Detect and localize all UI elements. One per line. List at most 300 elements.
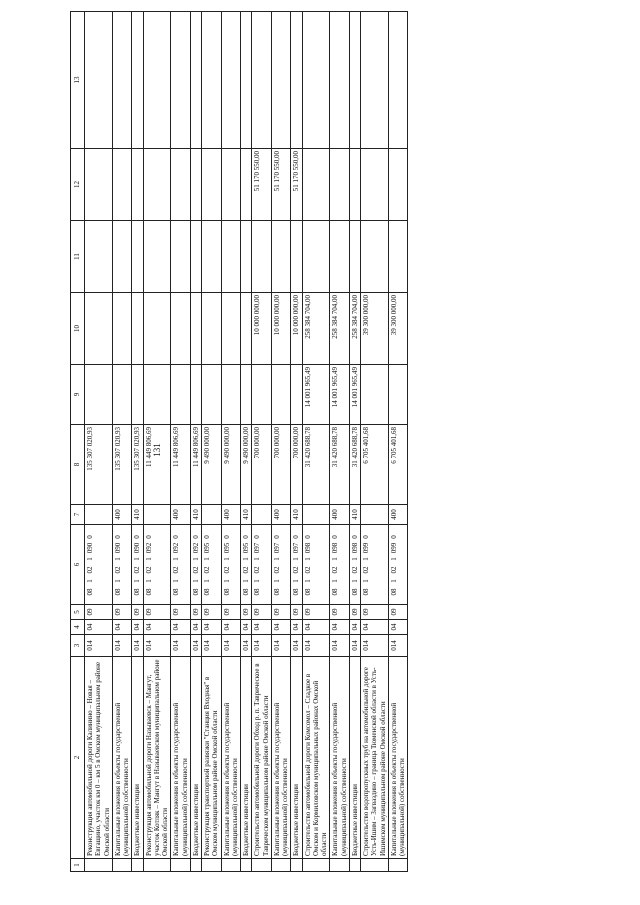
cell-col10: 39 300 000,00 <box>361 293 389 365</box>
cell-col9 <box>361 365 389 425</box>
target-article-part: 1 <box>172 557 181 561</box>
cell-expense-type <box>361 505 389 525</box>
cell-grbs: 014 <box>291 635 302 657</box>
cell-col8: 135 307 020,93 <box>132 425 143 505</box>
target-article-part: 1 <box>113 579 122 583</box>
cell-col10: 258 384 704,00 <box>330 293 350 365</box>
cell-col12 <box>330 149 350 221</box>
target-article-part: 08 <box>362 588 370 596</box>
cell-col13 <box>302 12 330 149</box>
page-number: 131 <box>152 443 162 457</box>
cell-expense-type: 410 <box>190 505 201 525</box>
target-article-part: 1 <box>191 557 200 561</box>
cell-col9 <box>190 365 201 425</box>
cell-col10 <box>171 293 191 365</box>
target-article-part: 1 <box>389 579 398 583</box>
target-article-part: 1 <box>133 557 142 561</box>
cell-col11 <box>252 221 272 293</box>
target-article-part: 090 <box>86 542 94 554</box>
cell-col11 <box>330 221 350 293</box>
target-article-part: 02 <box>303 566 312 574</box>
target-article-part: 1 <box>144 579 153 583</box>
cell-name: Строительство автомобильной дороги Комсомол – Сладкое в Омском и Кормиловском муниципальных районах Омской области <box>302 657 330 859</box>
cell-section: 04 <box>221 620 241 635</box>
cell-col12 <box>302 149 330 221</box>
target-article-part: 0 <box>292 535 301 539</box>
cell-col12 <box>202 149 222 221</box>
cell-col8: 31 420 688,78 <box>349 425 360 505</box>
cell-col1 <box>388 859 408 872</box>
target-article-part: 1 <box>350 579 359 583</box>
cell-col11 <box>349 221 360 293</box>
cell-col13 <box>361 12 389 149</box>
cell-col12 <box>132 149 143 221</box>
cell-target-article <box>112 525 132 605</box>
budget-table <box>70 11 408 872</box>
cell-name: Реконструкция транспортной развязки "Станция Входная" в Омском муниципальном районе Омской области <box>202 657 222 859</box>
cell-col12 <box>388 149 408 221</box>
target-article-part: 1 <box>253 557 262 561</box>
cell-target-article <box>85 525 113 605</box>
cell-expense-type <box>143 505 171 525</box>
target-article-part: 02 <box>272 566 281 574</box>
cell-col1 <box>171 859 191 872</box>
cell-col1 <box>302 859 330 872</box>
cell-name: Бюджетные инвестиции <box>190 657 201 859</box>
target-article-part: 1 <box>86 557 94 561</box>
target-article-part: 092 <box>172 542 181 554</box>
cell-name: Капитальные вложения в объекты государственной (муниципальной) собственности <box>112 657 132 859</box>
cell-section: 04 <box>241 620 252 635</box>
target-article-part: 0 <box>331 535 340 539</box>
cell-target-article <box>349 525 360 605</box>
cell-name: Бюджетные инвестиции <box>291 657 302 859</box>
table-row <box>221 12 241 872</box>
cell-name: Капитальные вложения в объекты государственной (муниципальной) собственности <box>388 657 408 859</box>
cell-col11 <box>143 221 171 293</box>
column-number-1: 1 <box>71 859 85 872</box>
column-number-13: 13 <box>71 12 85 149</box>
cell-subsection: 09 <box>112 605 132 620</box>
cell-col10 <box>85 293 113 365</box>
cell-col9 <box>171 365 191 425</box>
cell-col8: 31 420 688,78 <box>330 425 350 505</box>
cell-grbs: 014 <box>202 635 222 657</box>
cell-name: Бюджетные инвестиции <box>349 657 360 859</box>
cell-grbs: 014 <box>85 635 113 657</box>
cell-col9: 14 001 965,49 <box>330 365 350 425</box>
target-article-part: 02 <box>331 566 340 574</box>
target-article-part: 02 <box>242 566 250 574</box>
target-article-part: 090 <box>133 542 142 554</box>
cell-expense-type <box>252 505 272 525</box>
cell-col10 <box>190 293 201 365</box>
cell-col9 <box>252 365 272 425</box>
cell-subsection: 09 <box>302 605 330 620</box>
table-row <box>85 12 113 872</box>
cell-subsection: 09 <box>241 605 252 620</box>
table-body <box>71 12 408 872</box>
target-article-part: 1 <box>303 557 312 561</box>
cell-col1 <box>132 859 143 872</box>
cell-section: 04 <box>252 620 272 635</box>
cell-col12 <box>190 149 201 221</box>
target-article-part: 095 <box>203 542 211 554</box>
cell-col12 <box>171 149 191 221</box>
target-article-part: 02 <box>222 566 231 574</box>
cell-col13 <box>190 12 201 149</box>
target-article-part: 0 <box>113 535 122 539</box>
cell-name: Бюджетные инвестиции <box>241 657 252 859</box>
target-article-part: 098 <box>331 542 340 554</box>
cell-expense-type: 410 <box>132 505 143 525</box>
cell-col8: 11 449 806,69 <box>171 425 191 505</box>
cell-col11 <box>132 221 143 293</box>
cell-col9 <box>221 365 241 425</box>
cell-expense-type: 400 <box>330 505 350 525</box>
cell-target-article <box>330 525 350 605</box>
cell-section: 04 <box>190 620 201 635</box>
cell-expense-type: 400 <box>388 505 408 525</box>
cell-col1 <box>271 859 291 872</box>
cell-col10 <box>132 293 143 365</box>
target-article-part: 08 <box>203 588 211 596</box>
cell-col13 <box>112 12 132 149</box>
cell-col9 <box>271 365 291 425</box>
target-article-part: 08 <box>222 588 231 596</box>
target-article-part: 0 <box>222 535 231 539</box>
cell-subsection: 09 <box>85 605 113 620</box>
table-row <box>112 12 132 872</box>
cell-col8: 11 449 806,69 <box>143 425 171 505</box>
cell-col12 <box>221 149 241 221</box>
cell-subsection: 09 <box>291 605 302 620</box>
target-article-part: 1 <box>113 557 122 561</box>
cell-col10 <box>221 293 241 365</box>
target-article-part: 099 <box>389 542 398 554</box>
cell-col11 <box>361 221 389 293</box>
table-row <box>361 12 389 872</box>
cell-col13 <box>171 12 191 149</box>
cell-col9 <box>291 365 302 425</box>
cell-target-article <box>241 525 252 605</box>
target-article-part: 098 <box>303 542 312 554</box>
cell-grbs: 014 <box>330 635 350 657</box>
target-article-part: 1 <box>133 579 142 583</box>
cell-grbs: 014 <box>241 635 252 657</box>
cell-target-article <box>271 525 291 605</box>
column-number-6: 6 <box>71 525 85 605</box>
target-article-part: 02 <box>253 566 262 574</box>
table-row <box>190 12 201 872</box>
target-article-part: 0 <box>350 535 359 539</box>
cell-col1 <box>330 859 350 872</box>
target-article-part: 0 <box>86 535 94 539</box>
cell-subsection: 09 <box>171 605 191 620</box>
cell-subsection: 09 <box>361 605 389 620</box>
cell-target-article <box>388 525 408 605</box>
cell-col11 <box>271 221 291 293</box>
cell-target-article <box>252 525 272 605</box>
cell-expense-type: 410 <box>241 505 252 525</box>
table-row <box>143 12 171 872</box>
cell-name: Капитальные вложения в объекты государственной (муниципальной) собственности <box>171 657 191 859</box>
cell-grbs: 014 <box>252 635 272 657</box>
cell-name: Капитальные вложения в объекты государственной (муниципальной) собственности <box>271 657 291 859</box>
cell-col11 <box>112 221 132 293</box>
cell-col1 <box>252 859 272 872</box>
cell-col9 <box>112 365 132 425</box>
cell-col8: 700 000,00 <box>252 425 272 505</box>
cell-expense-type: 400 <box>171 505 191 525</box>
target-article-part: 1 <box>362 579 370 583</box>
column-number-3: 3 <box>71 635 85 657</box>
target-article-part: 02 <box>172 566 181 574</box>
cell-col11 <box>202 221 222 293</box>
cell-section: 04 <box>132 620 143 635</box>
cell-section: 04 <box>388 620 408 635</box>
target-article-part: 08 <box>86 588 94 596</box>
target-article-part: 0 <box>272 535 281 539</box>
cell-col1 <box>190 859 201 872</box>
target-article-part: 1 <box>86 579 94 583</box>
table-row <box>271 12 291 872</box>
cell-col8: 9 490 000,00 <box>202 425 222 505</box>
target-article-part: 02 <box>191 566 200 574</box>
target-article-part: 1 <box>222 579 231 583</box>
target-article-part: 1 <box>331 579 340 583</box>
cell-col9 <box>85 365 113 425</box>
target-article-part: 1 <box>242 579 250 583</box>
cell-col11 <box>241 221 252 293</box>
cell-col1 <box>361 859 389 872</box>
target-article-part: 1 <box>350 557 359 561</box>
cell-col13 <box>271 12 291 149</box>
cell-grbs: 014 <box>349 635 360 657</box>
cell-grbs: 014 <box>143 635 171 657</box>
target-article-part: 02 <box>133 566 142 574</box>
cell-col9 <box>388 365 408 425</box>
cell-col11 <box>291 221 302 293</box>
cell-name: Капитальные вложения в объекты государственной (муниципальной) собственности <box>221 657 241 859</box>
cell-col11 <box>171 221 191 293</box>
cell-col13 <box>330 12 350 149</box>
cell-section: 04 <box>202 620 222 635</box>
cell-target-article <box>361 525 389 605</box>
target-article-part: 02 <box>86 566 94 574</box>
cell-col12 <box>349 149 360 221</box>
cell-col12: 51 170 550,00 <box>252 149 272 221</box>
cell-col12 <box>361 149 389 221</box>
cell-section: 04 <box>291 620 302 635</box>
target-article-part: 08 <box>389 588 398 596</box>
cell-subsection: 09 <box>388 605 408 620</box>
cell-col8: 6 705 401,68 <box>388 425 408 505</box>
cell-target-article <box>202 525 222 605</box>
target-article-part: 08 <box>191 588 200 596</box>
cell-col11 <box>85 221 113 293</box>
cell-target-article <box>143 525 171 605</box>
target-article-part: 098 <box>350 542 359 554</box>
table-row <box>252 12 272 872</box>
cell-col1 <box>241 859 252 872</box>
cell-target-article <box>132 525 143 605</box>
table-row <box>388 12 408 872</box>
cell-name: Реконструкция автомобильной дороги Калинино – Новая – Евгащино, участок км 0 – км 5 в Омском муниципальном районе Омской области <box>85 657 113 859</box>
column-number-10: 10 <box>71 293 85 365</box>
cell-col8: 6 705 401,68 <box>361 425 389 505</box>
target-article-part: 02 <box>292 566 301 574</box>
target-article-part: 1 <box>331 557 340 561</box>
cell-col8: 31 420 688,78 <box>302 425 330 505</box>
target-article-part: 1 <box>144 557 153 561</box>
cell-col11 <box>302 221 330 293</box>
target-article-part: 1 <box>362 557 370 561</box>
cell-col12 <box>112 149 132 221</box>
cell-col1 <box>202 859 222 872</box>
target-article-part: 090 <box>113 542 122 554</box>
cell-grbs: 014 <box>388 635 408 657</box>
cell-subsection: 09 <box>330 605 350 620</box>
target-article-part: 08 <box>292 588 301 596</box>
cell-col13 <box>143 12 171 149</box>
cell-section: 04 <box>361 620 389 635</box>
table-row <box>302 12 330 872</box>
cell-section: 04 <box>349 620 360 635</box>
cell-col9 <box>132 365 143 425</box>
cell-col10 <box>202 293 222 365</box>
cell-col8: 135 307 020,93 <box>85 425 113 505</box>
column-number-9: 9 <box>71 365 85 425</box>
target-article-part: 08 <box>331 588 340 596</box>
target-article-part: 0 <box>242 535 250 539</box>
cell-col13 <box>252 12 272 149</box>
target-article-part: 092 <box>144 542 153 554</box>
target-article-part: 095 <box>222 542 231 554</box>
target-article-part: 1 <box>292 579 301 583</box>
target-article-part: 08 <box>242 588 250 596</box>
table-row <box>171 12 191 872</box>
cell-col12 <box>241 149 252 221</box>
cell-target-article <box>190 525 201 605</box>
target-article-part: 1 <box>172 579 181 583</box>
cell-col10: 39 300 000,00 <box>388 293 408 365</box>
cell-grbs: 014 <box>361 635 389 657</box>
cell-col10: 258 384 704,00 <box>302 293 330 365</box>
cell-col8: 700 000,00 <box>291 425 302 505</box>
cell-expense-type: 410 <box>291 505 302 525</box>
table-row <box>132 12 143 872</box>
target-article-part: 0 <box>203 535 211 539</box>
cell-grbs: 014 <box>112 635 132 657</box>
cell-grbs: 014 <box>171 635 191 657</box>
target-article-part: 099 <box>362 542 370 554</box>
target-article-part: 1 <box>272 557 281 561</box>
column-number-5: 5 <box>71 605 85 620</box>
cell-target-article <box>302 525 330 605</box>
cell-expense-type <box>202 505 222 525</box>
cell-subsection: 09 <box>252 605 272 620</box>
cell-col13 <box>388 12 408 149</box>
target-article-part: 0 <box>303 535 312 539</box>
target-article-part: 0 <box>389 535 398 539</box>
target-article-part: 02 <box>144 566 153 574</box>
cell-col13 <box>241 12 252 149</box>
cell-subsection: 09 <box>349 605 360 620</box>
cell-expense-type: 400 <box>221 505 241 525</box>
cell-expense-type <box>85 505 113 525</box>
target-article-part: 1 <box>203 557 211 561</box>
target-article-part: 1 <box>253 579 262 583</box>
target-article-part: 097 <box>272 542 281 554</box>
target-article-part: 097 <box>292 542 301 554</box>
target-article-part: 08 <box>253 588 262 596</box>
target-article-part: 02 <box>389 566 398 574</box>
target-article-part: 08 <box>272 588 281 596</box>
cell-col13 <box>85 12 113 149</box>
cell-section: 04 <box>171 620 191 635</box>
cell-col10: 10 000 000,00 <box>271 293 291 365</box>
cell-col9: 14 001 965,49 <box>302 365 330 425</box>
cell-col13 <box>349 12 360 149</box>
column-number-2: 2 <box>71 657 85 859</box>
cell-col1 <box>143 859 171 872</box>
cell-grbs: 014 <box>132 635 143 657</box>
target-article-part: 092 <box>191 542 200 554</box>
cell-target-article <box>291 525 302 605</box>
target-article-part: 1 <box>272 579 281 583</box>
target-article-part: 0 <box>191 535 200 539</box>
target-article-part: 1 <box>203 579 211 583</box>
cell-col10 <box>143 293 171 365</box>
cell-section: 04 <box>302 620 330 635</box>
target-article-part: 095 <box>242 542 250 554</box>
cell-col8: 11 449 806,69 <box>190 425 201 505</box>
cell-name: Бюджетные инвестиции <box>132 657 143 859</box>
cell-col13 <box>221 12 241 149</box>
target-article-part: 02 <box>113 566 122 574</box>
cell-col10: 10 000 000,00 <box>252 293 272 365</box>
target-article-part: 08 <box>144 588 153 596</box>
cell-subsection: 09 <box>221 605 241 620</box>
cell-col10: 10 000 000,00 <box>291 293 302 365</box>
cell-expense-type: 400 <box>271 505 291 525</box>
cell-name: Строительство водопропускных труб на автомобильной дороге Усть-Ишим – Загваздино – граница Тюменской области в Усть-Ишимском муниципальном районе Омской области <box>361 657 389 859</box>
cell-section: 04 <box>112 620 132 635</box>
cell-col10 <box>112 293 132 365</box>
cell-section: 04 <box>85 620 113 635</box>
cell-grbs: 014 <box>221 635 241 657</box>
cell-col12: 51 170 550,00 <box>291 149 302 221</box>
cell-col8: 9 490 000,00 <box>241 425 252 505</box>
cell-col8: 700 000,00 <box>271 425 291 505</box>
cell-col11 <box>388 221 408 293</box>
cell-grbs: 014 <box>302 635 330 657</box>
table-row <box>349 12 360 872</box>
cell-col1 <box>85 859 113 872</box>
cell-col1 <box>112 859 132 872</box>
cell-section: 04 <box>330 620 350 635</box>
cell-col11 <box>190 221 201 293</box>
column-number-12: 12 <box>71 149 85 221</box>
cell-col12: 51 170 550,00 <box>271 149 291 221</box>
cell-col11 <box>221 221 241 293</box>
cell-expense-type: 400 <box>112 505 132 525</box>
target-article-part: 0 <box>172 535 181 539</box>
cell-target-article <box>171 525 191 605</box>
table-row <box>241 12 252 872</box>
cell-name: Строительство автомобильной дороги Обход р. п. Таврическое в Таврическом муниципальном районе Омской области <box>252 657 272 859</box>
